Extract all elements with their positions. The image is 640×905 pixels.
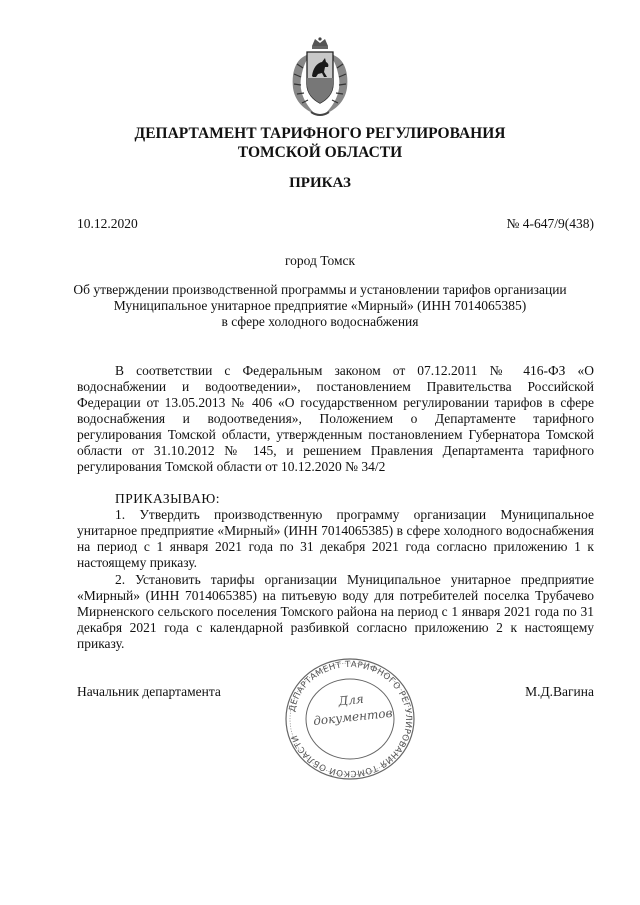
decree-word: ПРИКАЗЫВАЮ:: [115, 491, 220, 506]
order-subject: [60, 282, 580, 330]
order-item-2: 2. Установить тарифы организации Муниципальное унитарное предприятие «Мирный» (ИНН 7014065385) на питьевую воду для потребителей поселка Трубачево Мирненского сельского поселения Томского района на период с 1 января 2021 года по 31 декабря 2021 года с календарной разбивкой согласно приложению 2 к настоящему приказу.: [77, 572, 594, 651]
seal-center-line2: документов: [312, 705, 394, 729]
document-type-title: ПРИКАЗ: [289, 175, 351, 191]
order-number: № 4-647/9(438): [506, 216, 594, 231]
signatory-name: М.Д.Вагина: [525, 684, 594, 699]
preamble-paragraph: В соответствии с Федеральным законом от 07.12.2011 № 416-ФЗ «О водоснабжении и водоотведении», постановлением Правительства Российской Федерации от 13.05.2013 № 406 «О государственном регулировании тарифов в сфере водоснабжения и водоотведения», Положением о Департаменте тарифного регулирования Томской области, утвержденным постановлением Губернатора Томской области от 31.10.2012 № 145, и решением Правления Департамента тарифного регулирования Томской области от 10.12.2020 № 34/2: [77, 363, 594, 474]
signatory-position: Начальник департамента: [77, 684, 221, 699]
department-title-line2: ТОМСКОЙ ОБЛАСТИ: [237, 144, 403, 161]
city-line: город Томск: [284, 253, 356, 268]
coat-of-arms-icon: [285, 36, 355, 118]
order-date: 10.12.2020: [77, 216, 138, 231]
order-subject-line1: Об утверждении производственной программы и установлении тарифов организации: [73, 282, 567, 297]
seal-ring-text: ДЕПАРТАМЕНТ ТАРИФНОГО РЕГУЛИРОВАНИЯ ТОМСКОЙ ОБЛАСТИ: [287, 659, 414, 779]
department-title: [0, 124, 640, 162]
seal-center-line1: Для: [337, 691, 365, 709]
order-item-1: 1. Утвердить производственную программу организации Муниципальное унитарное предприятие «Мирный» (ИНН 7014065385) в сфере холодного водоснабжения на период с 1 января 2021 года по 31 декабря 2021 года согласно приложению 1 к настоящему приказу.: [77, 507, 594, 570]
department-title-line1: ДЕПАРТАМЕНТ ТАРИФНОГО РЕГУЛИРОВАНИЯ: [134, 125, 506, 142]
order-subject-line3: в сфере холодного водоснабжения: [221, 314, 419, 329]
order-subject-line2: Муниципальное унитарное предприятие «Мирный» (ИНН 7014065385): [113, 298, 527, 313]
